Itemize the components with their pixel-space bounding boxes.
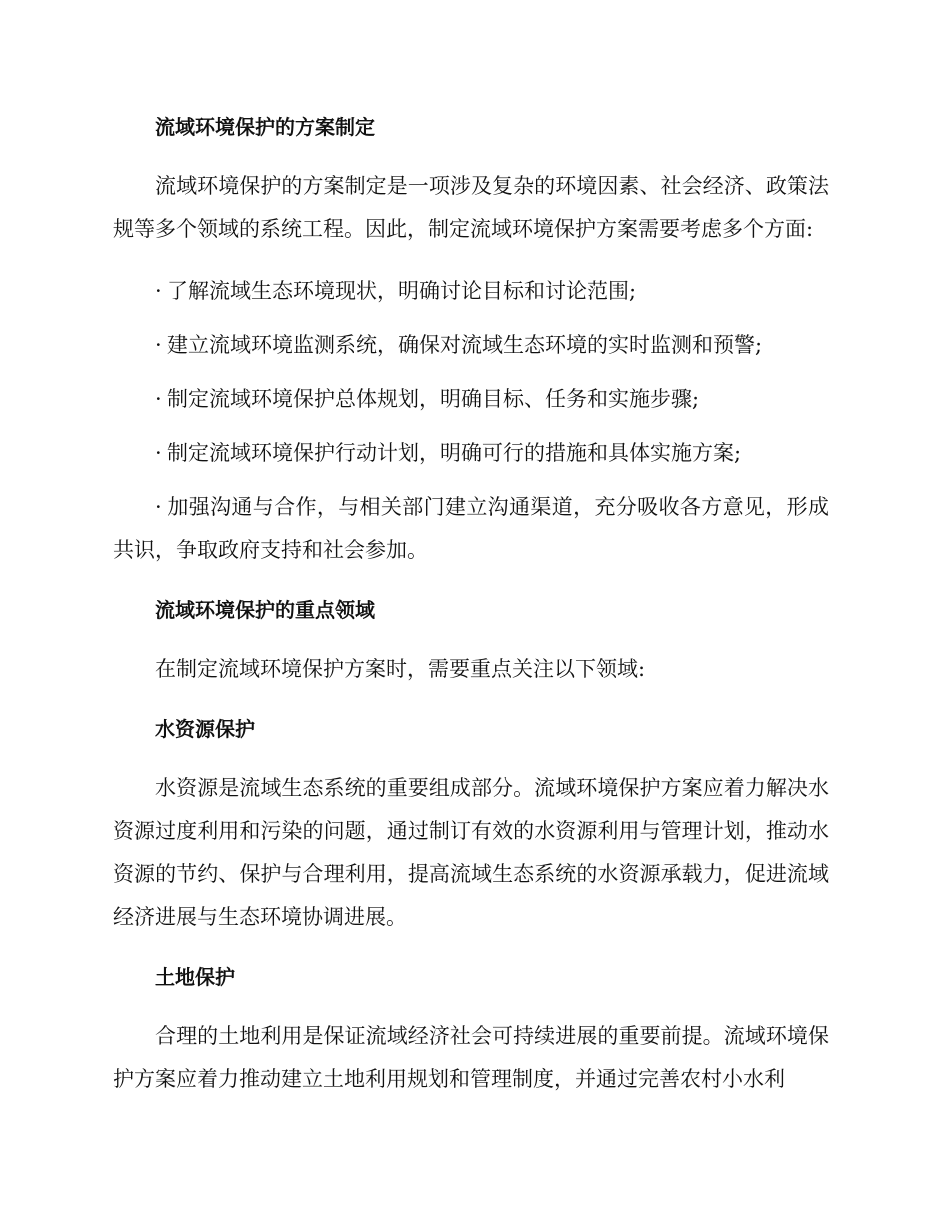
bullet-marker: · bbox=[155, 495, 162, 519]
bullet-item bbox=[113, 486, 829, 572]
section-heading-plan: 流域环境保护的方案制定 bbox=[155, 115, 375, 139]
section-intro-key-areas: 在制定流域环境保护方案时，需要重点关注以下领域: bbox=[155, 657, 646, 681]
section-intro-plan: 流域环境保护的方案制定是一项涉及复杂的环境因素、社会经济、政策法规等多个领域的系统工程。因此，制定流域环境保护方案需要考虑多个方面: bbox=[113, 174, 829, 241]
bullet-text: 加强沟通与合作，与相关部门建立沟通渠道，充分吸收各方意见，形成共识，争取政府支持和社会参加。 bbox=[113, 495, 829, 562]
bullet-text: 制定流域环境保护行动计划，明确可行的措施和具体实施方案; bbox=[167, 441, 742, 465]
section-heading-water: 水资源保护 bbox=[155, 717, 255, 741]
bullet-marker: · bbox=[155, 441, 162, 465]
bullet-marker: · bbox=[155, 333, 162, 357]
bullet-text: 制定流域环境保护总体规划，明确目标、任务和实施步骤; bbox=[167, 387, 700, 411]
bullet-item bbox=[113, 378, 829, 421]
section-body-water: 水资源是流域生态系统的重要组成部分。流域环境保护方案应着力解决水资源过度利用和污染的问题，通过制订有效的水资源利用与管理计划，推动水资源的节约、保护与合理利用，提高流域生态系统的水资源承载力，促进流域经济进展与生态环境协调进展。 bbox=[113, 776, 829, 929]
section-heading-land: 土地保护 bbox=[155, 965, 235, 989]
document-content bbox=[113, 108, 829, 1120]
bullet-marker: · bbox=[155, 279, 162, 303]
bullet-item bbox=[113, 432, 829, 475]
bullet-marker: · bbox=[155, 387, 162, 411]
bullet-item bbox=[113, 270, 829, 313]
bullet-text: 建立流域环境监测系统，确保对流域生态环境的实时监测和预警; bbox=[167, 333, 763, 357]
bullet-text: 了解流域生态环境现状，明确讨论目标和讨论范围; bbox=[167, 279, 637, 303]
section-heading-key-areas: 流域环境保护的重点领域 bbox=[155, 598, 375, 622]
section-body-land: 合理的土地利用是保证流域经济社会可持续进展的重要前提。流域环境保护方案应着力推动建立土地利用规划和管理制度，并通过完善农村小水利 bbox=[113, 1024, 829, 1091]
bullet-item bbox=[113, 324, 829, 367]
